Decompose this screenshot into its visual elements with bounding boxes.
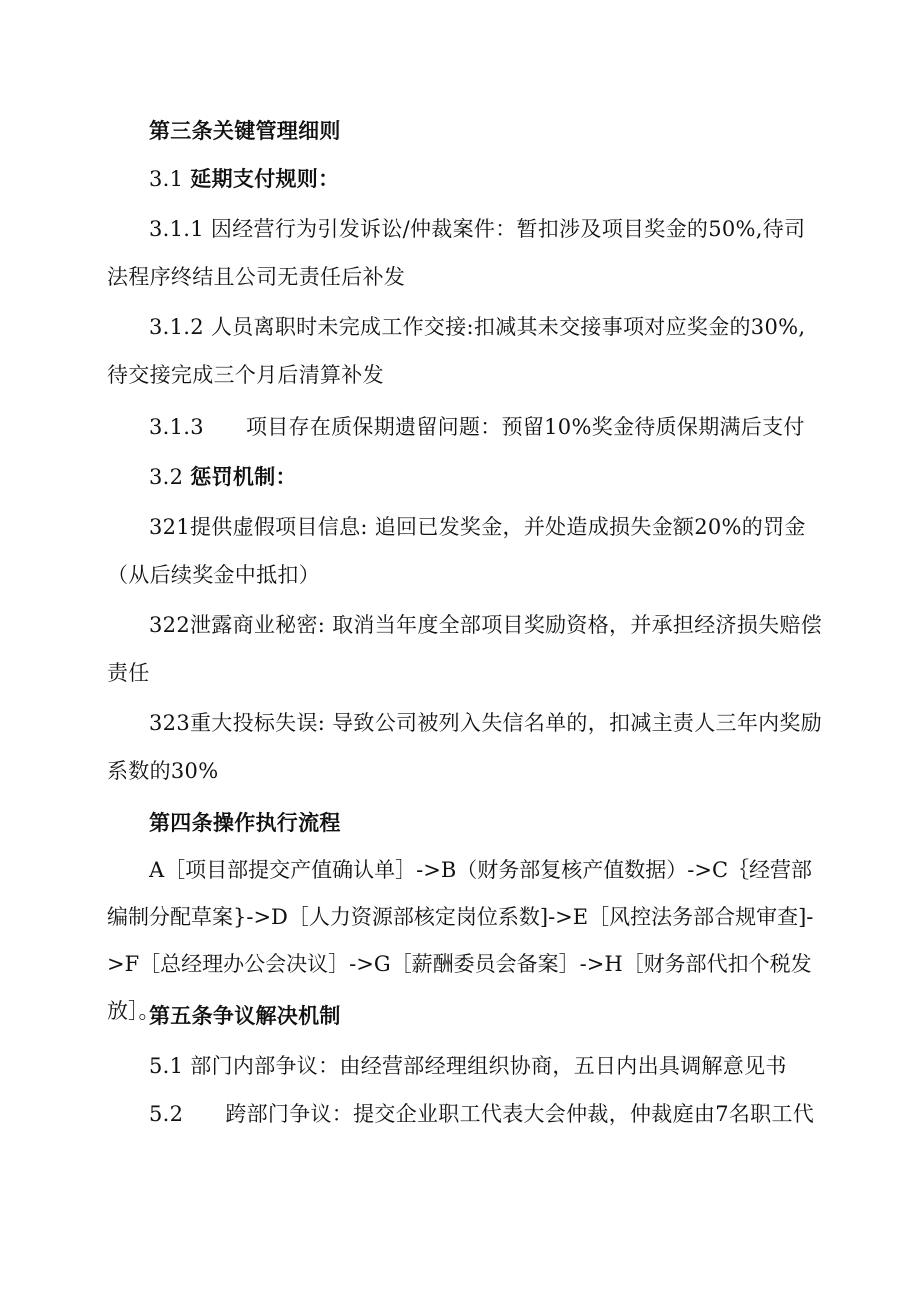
section-3-1-2-text: 人员离职时未完成工作交接:扣减其未交接事项对应奖金的30%,待交接完成三个月后清算补发	[107, 315, 806, 387]
section-3-2	[107, 453, 823, 501]
section-3-1-title: 延期支付规则：	[190, 167, 340, 191]
section-3-2-2: 322泄露商业秘密: 取消当年度全部项目奖励资格，并承担经济损失赔偿责任	[107, 613, 823, 685]
section-5-2	[107, 1090, 823, 1138]
section-3-1-3-label: 3.1.3	[149, 415, 204, 439]
section-5-1	[107, 1042, 823, 1090]
section-3-1-1-label: 3.1.1	[149, 217, 204, 241]
section-3-1-3	[107, 403, 823, 451]
section-3-2-1: 321提供虚假项目信息: 追回已发奖金，并处造成损失金额20%的罚金（从后续奖金中抵扣）	[107, 515, 806, 587]
section-5-1-label: 5.1	[149, 1054, 184, 1078]
section-3-1-3-text: 项目存在质保期遗留问题：预留10%奖金待质保期满后支付	[245, 415, 805, 439]
article3-heading: 第三条关键管理细则	[149, 119, 341, 143]
section-3-2-label: 3.2	[149, 465, 184, 489]
section-3-1-1-text: 因经营行为引发诉讼/仲裁案件：暂扣涉及项目奖金的50%,待司法程序终结且公司无责任后补发	[107, 217, 806, 289]
article5-heading: 第五条争议解决机制	[149, 1004, 341, 1028]
article4-heading: 第四条操作执行流程	[149, 811, 341, 835]
section-5-2-label: 5.2	[149, 1102, 184, 1126]
section-5-2-text: 跨部门争议：提交企业职工代表大会仲裁，仲裁庭由7名职工代	[225, 1102, 815, 1126]
section-5-1-text: 部门内部争议：由经营部经理组织协商，五日内出具调解意见书	[190, 1054, 787, 1078]
section-3-1-1	[107, 205, 823, 301]
section-3-2-title: 惩罚机制：	[190, 465, 297, 489]
section-3-1-label: 3.1	[149, 167, 184, 191]
section-3-1	[107, 155, 823, 203]
section-3-1-2-label: 3.1.2	[149, 315, 204, 339]
flow-text: A［项目部提交产值确认单］->B（财务部复核产值数据）->C｛经营部编制分配草案}->D［人力资源部核定岗位系数]->E［风控法务部合规审查]->F［总经理办公会决议］->G［薪酬委员会备案］->H［财务部代扣个税发放］。	[107, 858, 814, 1023]
section-3-1-2	[107, 303, 823, 399]
section-3-2-3: 323重大投标失误: 导致公司被列入失信名单的，扣减主责人三年内奖励系数的30%	[107, 711, 823, 783]
